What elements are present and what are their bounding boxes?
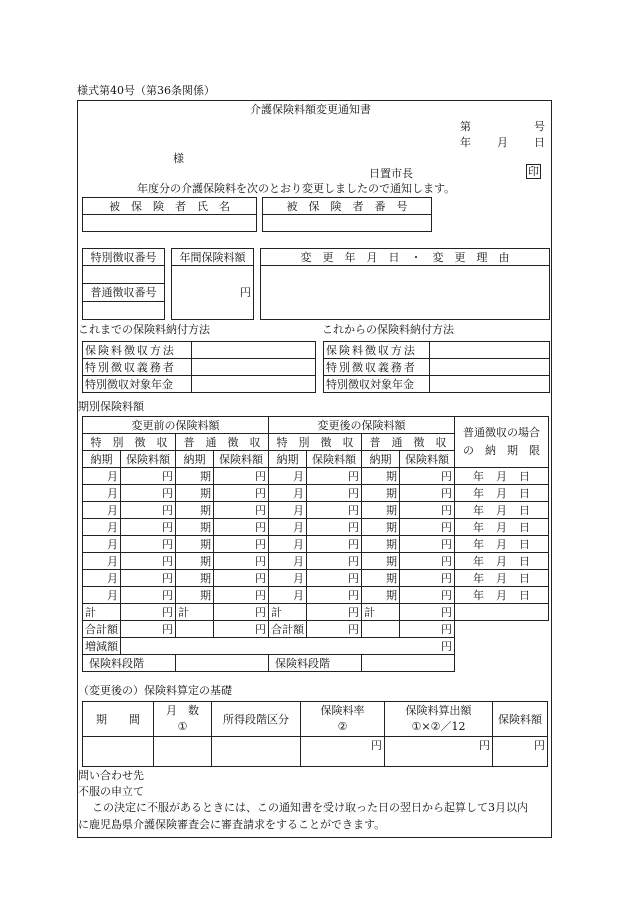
collection-method-field[interactable] — [192, 342, 316, 359]
before-special-month[interactable]: 月 — [83, 536, 121, 553]
before-special-total-label: 計 — [83, 604, 121, 621]
before-special-month[interactable]: 月 — [83, 468, 121, 485]
deadline-date[interactable] — [455, 485, 549, 502]
collection-number-table — [82, 248, 165, 320]
after-grand-total-blank — [362, 621, 400, 638]
change-reason-field[interactable] — [261, 266, 550, 320]
insured-name-field[interactable] — [83, 215, 257, 232]
after-ordinary-amount[interactable]: 円 — [400, 570, 455, 587]
deadline-year: 年 — [473, 537, 484, 551]
contact-label: 問い合わせ先 — [78, 769, 144, 782]
deadline-year: 年 — [473, 554, 484, 568]
deadline-month: 月 — [496, 588, 507, 602]
before-ordinary-period[interactable]: 期 — [176, 502, 214, 519]
annual-premium-field[interactable]: 円 — [172, 266, 254, 320]
ordinary-deadline-header-line2: の 納 期 限 — [463, 444, 540, 457]
after-ordinary-amount[interactable]: 円 — [400, 468, 455, 485]
after-stage-label: 保険料段階 — [269, 655, 362, 672]
before-ordinary-total[interactable]: 円 — [214, 604, 269, 621]
total-blank — [455, 604, 549, 621]
deadline-day: 日 — [519, 588, 530, 602]
basis-months-line2: ① — [177, 720, 188, 733]
basis-calc-line2: ①×②／12 — [411, 720, 466, 733]
deadline-day: 日 — [519, 469, 530, 483]
before-stage-field[interactable] — [176, 655, 269, 672]
after-ordinary-period[interactable]: 期 — [362, 553, 400, 570]
after-special-amount[interactable]: 円 — [307, 587, 362, 604]
deadline-day: 日 — [519, 571, 530, 585]
basis-period-header: 期 間 — [83, 702, 154, 737]
after-grand-total-yen[interactable]: 円 — [400, 621, 455, 638]
before-ordinary-period[interactable]: 期 — [176, 553, 214, 570]
before-special-month[interactable]: 月 — [83, 587, 121, 604]
total-row — [83, 604, 549, 621]
before-special-amount[interactable]: 円 — [121, 485, 176, 502]
grand-total-side-blank — [455, 621, 549, 672]
col-amount: 保険料額 — [307, 451, 362, 468]
before-ordinary-amount[interactable]: 円 — [214, 502, 269, 519]
grand-total-row — [83, 621, 549, 638]
date-year: 年 — [460, 136, 471, 149]
basis-rate-header — [301, 702, 385, 737]
basis-period-field[interactable] — [83, 737, 154, 767]
after-special-total[interactable]: 円 — [307, 604, 362, 621]
basis-calc-line1: 保険料算出額 — [405, 703, 472, 717]
new-obligor-field[interactable] — [430, 359, 550, 376]
after-special-month[interactable]: 月 — [269, 485, 307, 502]
before-ordinary-period[interactable]: 期 — [176, 570, 214, 587]
before-grand-total-yen[interactable]: 円 — [214, 621, 269, 638]
col-amount: 保険料額 — [214, 451, 269, 468]
before-ordinary-period[interactable]: 期 — [176, 485, 214, 502]
after-header: 変更後の保険料額 — [269, 417, 455, 434]
basis-table — [82, 701, 548, 767]
period-row — [83, 553, 549, 570]
insured-name-table — [82, 197, 257, 232]
after-ordinary-period[interactable]: 期 — [362, 485, 400, 502]
deadline-date[interactable] — [455, 468, 549, 485]
before-special-amount[interactable]: 円 — [121, 536, 176, 553]
after-special-amount[interactable]: 円 — [307, 570, 362, 587]
after-special-month[interactable]: 月 — [269, 553, 307, 570]
after-special-total-label: 計 — [269, 604, 307, 621]
after-ordinary-amount[interactable]: 円 — [400, 519, 455, 536]
change-reason-table — [260, 248, 550, 320]
before-grand-total-label: 合計額 — [83, 621, 121, 638]
col-due: 納期 — [269, 451, 307, 468]
deadline-day: 日 — [519, 554, 530, 568]
after-special-month[interactable]: 月 — [269, 570, 307, 587]
before-ordinary-amount[interactable]: 円 — [214, 553, 269, 570]
basis-premium-field[interactable]: 円 — [493, 737, 548, 767]
before-ordinary-period[interactable]: 期 — [176, 536, 214, 553]
basis-calc-header — [385, 702, 493, 737]
new-collection-method-field[interactable] — [430, 342, 550, 359]
annual-premium-table — [171, 248, 254, 320]
basis-rate-line2: ② — [337, 720, 348, 733]
before-ordinary-period[interactable]: 期 — [176, 468, 214, 485]
deadline-date[interactable] — [455, 587, 549, 604]
deadline-month: 月 — [496, 469, 507, 483]
deadline-year: 年 — [473, 588, 484, 602]
annual-premium-label: 年間保険料額 — [172, 249, 254, 266]
deadline-day: 日 — [519, 486, 530, 500]
after-special-month[interactable]: 月 — [269, 519, 307, 536]
new-pension-field[interactable] — [430, 376, 550, 393]
deadline-day: 日 — [519, 537, 530, 551]
before-ordinary-amount[interactable]: 円 — [214, 485, 269, 502]
after-special-amount[interactable]: 円 — [307, 485, 362, 502]
basis-premium-header: 保険料額 — [493, 702, 548, 737]
page-title: 介護保険料額変更通知書 — [250, 103, 371, 116]
previous-method-table — [82, 341, 316, 393]
after-special-month[interactable]: 月 — [269, 502, 307, 519]
before-special-amount[interactable]: 円 — [121, 570, 176, 587]
col-amount: 保険料額 — [400, 451, 455, 468]
before-special-amount[interactable]: 円 — [121, 468, 176, 485]
before-special-header: 特 別 徴 収 — [83, 434, 176, 451]
col-amount: 保険料額 — [121, 451, 176, 468]
deadline-year: 年 — [473, 469, 484, 483]
ordinary-deadline-header — [455, 417, 549, 468]
period-table — [82, 416, 549, 672]
before-special-amount[interactable]: 円 — [121, 519, 176, 536]
col-due: 納期 — [176, 451, 214, 468]
before-special-month[interactable]: 月 — [83, 553, 121, 570]
deadline-year: 年 — [473, 486, 484, 500]
new-method-title: これからの保険料納付方法 — [322, 323, 454, 336]
new-pension-label: 特別徴収対象年金 — [324, 376, 430, 393]
after-ordinary-period[interactable]: 期 — [362, 587, 400, 604]
special-number-field[interactable] — [83, 266, 165, 284]
after-special-amount[interactable]: 円 — [307, 502, 362, 519]
previous-method-title: これまでの保険料納付方法 — [78, 323, 210, 336]
deadline-month: 月 — [496, 537, 507, 551]
before-ordinary-amount[interactable]: 円 — [214, 519, 269, 536]
insured-number-field[interactable] — [263, 215, 432, 232]
new-collection-method-label: 保険料徴収方法 — [324, 342, 430, 359]
number-suffix: 号 — [534, 120, 545, 133]
period-row — [83, 468, 549, 485]
basis-months-header — [154, 702, 212, 737]
after-ordinary-amount[interactable]: 円 — [400, 553, 455, 570]
number-label: 第 — [460, 120, 471, 133]
deadline-month: 月 — [496, 503, 507, 517]
ordinary-number-label: 普通徴収番号 — [83, 284, 165, 302]
objection-title: 不服の申立て — [78, 785, 144, 798]
before-ordinary-amount[interactable]: 円 — [214, 468, 269, 485]
change-amount-label: 増減額 — [83, 638, 121, 655]
after-ordinary-period[interactable]: 期 — [362, 502, 400, 519]
col-due: 納期 — [83, 451, 121, 468]
date-month: 月 — [497, 136, 508, 149]
before-ordinary-period[interactable]: 期 — [176, 587, 214, 604]
after-special-amount[interactable]: 円 — [307, 468, 362, 485]
col-due: 納期 — [362, 451, 400, 468]
before-special-total[interactable]: 円 — [121, 604, 176, 621]
after-special-amount[interactable]: 円 — [307, 519, 362, 536]
honorific: 様 — [173, 152, 184, 165]
before-special-amount[interactable]: 円 — [121, 553, 176, 570]
deadline-date[interactable] — [455, 570, 549, 587]
ordinary-number-field[interactable] — [83, 302, 165, 320]
before-ordinary-amount[interactable]: 円 — [214, 587, 269, 604]
deadline-month: 月 — [496, 520, 507, 534]
before-grand-total-blank — [176, 621, 214, 638]
period-row — [83, 519, 549, 536]
period-row — [83, 485, 549, 502]
after-ordinary-amount[interactable]: 円 — [400, 587, 455, 604]
deadline-day: 日 — [519, 520, 530, 534]
deadline-year: 年 — [473, 571, 484, 585]
basis-calc-field[interactable]: 円 — [385, 737, 493, 767]
after-stage-field[interactable] — [362, 655, 455, 672]
change-amount-field[interactable]: 円 — [121, 638, 455, 655]
period-row — [83, 587, 549, 604]
insured-name-label: 被 保 険 者 氏 名 — [83, 198, 257, 215]
deadline-year: 年 — [473, 520, 484, 534]
before-special-month[interactable]: 月 — [83, 519, 121, 536]
deadline-day: 日 — [519, 503, 530, 517]
basis-months-field[interactable] — [154, 737, 212, 767]
after-ordinary-amount[interactable]: 円 — [400, 502, 455, 519]
after-ordinary-period[interactable]: 期 — [362, 519, 400, 536]
obligor-field[interactable] — [192, 359, 316, 376]
before-special-month[interactable]: 月 — [83, 485, 121, 502]
period-row — [83, 536, 549, 553]
intro-text: 年度分の介護保険料を次のとおり変更しましたので通知します。 — [137, 182, 456, 195]
deadline-year: 年 — [473, 503, 484, 517]
basis-months-line1: 月 数 — [166, 703, 199, 717]
before-special-month[interactable]: 月 — [83, 570, 121, 587]
before-grand-total-amount[interactable]: 円 — [121, 621, 176, 638]
after-special-amount[interactable]: 円 — [307, 536, 362, 553]
before-special-amount[interactable]: 円 — [121, 587, 176, 604]
before-ordinary-amount[interactable]: 円 — [214, 536, 269, 553]
collection-method-label: 保険料徴収方法 — [83, 342, 192, 359]
pension-label: 特別徴収対象年金 — [83, 376, 192, 393]
after-ordinary-header: 普 通 徴 収 — [362, 434, 455, 451]
deadline-date[interactable] — [455, 519, 549, 536]
after-grand-total-amount[interactable]: 円 — [307, 621, 362, 638]
basis-rate-line1: 保険料率 — [320, 703, 365, 717]
insured-number-label: 被 保 険 者 番 号 — [263, 198, 432, 215]
obligor-label: 特別徴収義務者 — [83, 359, 192, 376]
before-ordinary-period[interactable]: 期 — [176, 519, 214, 536]
deadline-date[interactable] — [455, 502, 549, 519]
basis-income-header: 所得段階区分 — [212, 702, 301, 737]
seal-mark: 印 — [528, 165, 539, 178]
objection-line2: に鹿児島県介護保険審査会に審査請求をすることができます。 — [78, 818, 386, 831]
insured-number-table — [262, 197, 432, 232]
period-title: 期別保険料額 — [78, 400, 144, 413]
after-special-header: 特 別 徴 収 — [269, 434, 362, 451]
after-ordinary-total-label: 計 — [362, 604, 400, 621]
after-ordinary-period[interactable]: 期 — [362, 536, 400, 553]
period-row — [83, 502, 549, 519]
after-special-amount[interactable]: 円 — [307, 553, 362, 570]
basis-rate-field[interactable]: 円 — [301, 737, 385, 767]
new-method-table — [323, 341, 550, 393]
before-ordinary-header: 普 通 徴 収 — [176, 434, 269, 451]
before-ordinary-amount[interactable]: 円 — [214, 570, 269, 587]
special-number-label: 特別徴収番号 — [83, 249, 165, 266]
before-special-amount[interactable]: 円 — [121, 502, 176, 519]
after-ordinary-period[interactable]: 期 — [362, 570, 400, 587]
form-label: 様式第40号（第36条関係） — [77, 84, 215, 97]
before-ordinary-total-label: 計 — [176, 604, 214, 621]
after-ordinary-period[interactable]: 期 — [362, 468, 400, 485]
before-stage-label: 保険料段階 — [83, 655, 176, 672]
deadline-month: 月 — [496, 554, 507, 568]
before-special-month[interactable]: 月 — [83, 502, 121, 519]
issuer: 日置市長 — [369, 167, 413, 180]
after-special-month[interactable]: 月 — [269, 587, 307, 604]
basis-title: （変更後の）保険料算定の基礎 — [78, 684, 232, 697]
change-reason-header: 変 更 年 月 日 ・ 変 更 理 由 — [261, 249, 550, 266]
pension-field[interactable] — [192, 376, 316, 393]
deadline-month: 月 — [496, 486, 507, 500]
objection-line1: この決定に不服があるときには、この通知書を受け取った日の翌日から起算して3月以内 — [92, 801, 528, 814]
after-special-month[interactable]: 月 — [269, 468, 307, 485]
basis-income-field[interactable] — [212, 737, 301, 767]
after-grand-total-label: 合計額 — [269, 621, 307, 638]
before-header: 変更前の保険料額 — [83, 417, 269, 434]
after-ordinary-amount[interactable]: 円 — [400, 485, 455, 502]
after-ordinary-total[interactable]: 円 — [400, 604, 455, 621]
deadline-month: 月 — [496, 571, 507, 585]
after-special-month[interactable]: 月 — [269, 536, 307, 553]
after-ordinary-amount[interactable]: 円 — [400, 536, 455, 553]
ordinary-deadline-header-line1: 普通徴収の場合 — [463, 426, 540, 440]
new-obligor-label: 特別徴収義務者 — [324, 359, 430, 376]
deadline-date[interactable] — [455, 553, 549, 570]
period-row — [83, 570, 549, 587]
deadline-date[interactable] — [455, 536, 549, 553]
date-day: 日 — [534, 136, 545, 149]
